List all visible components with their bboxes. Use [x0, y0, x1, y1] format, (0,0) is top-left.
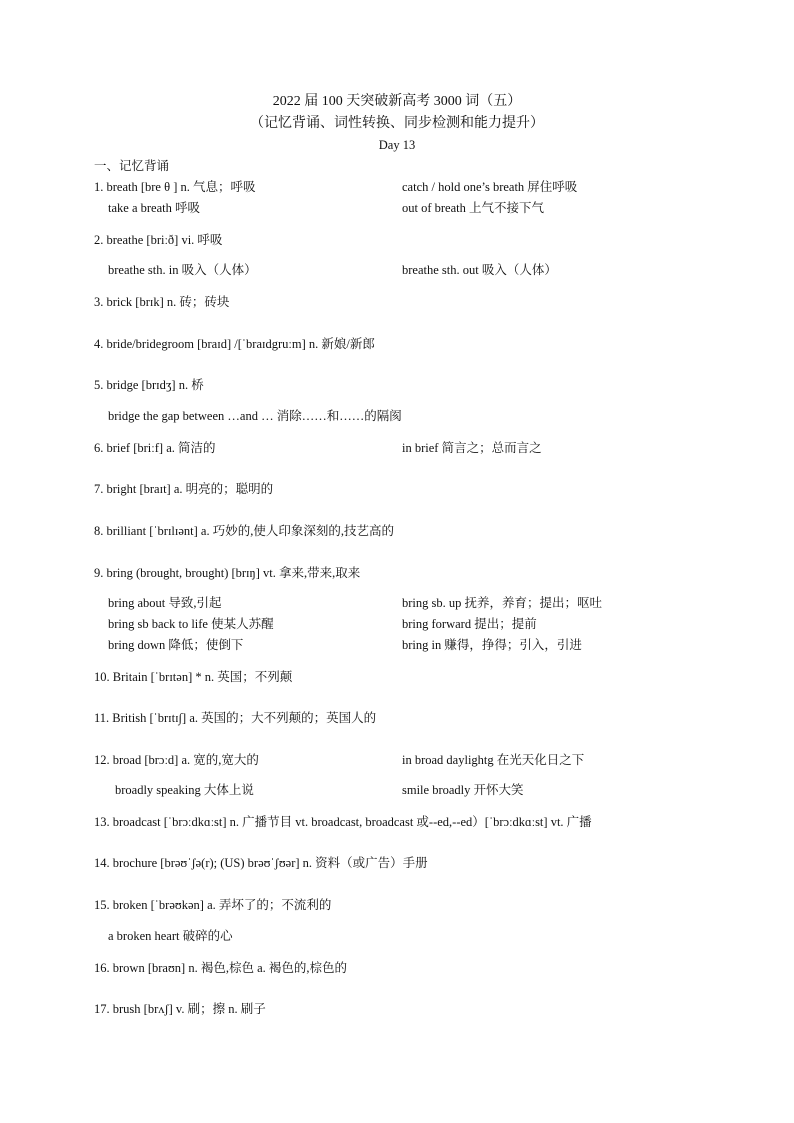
entry-head: 4. bride/bridegroom [braɪd] /[ˈbraɪdgruːm] n. 新娘/新郎	[94, 337, 375, 351]
entry-head: 15. broken [ˈbrəʊkən] a. 弄坏了的；不流利的	[94, 898, 332, 912]
section-title: 一、记忆背诵	[94, 159, 170, 173]
entry-phrase: in brief 简言之；总而言之	[402, 441, 542, 455]
entry-head: 10. Britain [ˈbrɪtən] * n. 英国；不列颠	[94, 670, 293, 684]
entry-phrase: breathe sth. in 吸入（人体）	[108, 263, 257, 277]
entry-head: 14. brochure [brəʊˈʃə(r); (US) brəʊˈʃʊər] n. 资料（或广告）手册	[94, 856, 428, 870]
entry-phrase: bring down 降低；使倒下	[108, 638, 244, 652]
entry-head: 12. broad [brɔːd] a. 宽的,宽大的	[94, 753, 259, 767]
entry-head: 16. brown [braʊn] n. 褐色,棕色 a. 褐色的,棕色的	[94, 961, 348, 975]
entry-phrase: out of breath 上气不接下气	[402, 201, 544, 215]
entry-head: 13. broadcast [ˈbrɔːdkɑːst] n. 广播节目 vt. broadcast, broadcast 或--ed,--ed）[ˈbrɔːdkɑːst] vt. 广播	[94, 815, 592, 829]
entry-phrase: broadly speaking 大体上说	[115, 783, 254, 797]
day-label: Day 13	[378, 138, 416, 152]
entry-head: 7. bright [braɪt] a. 明亮的；聪明的	[94, 482, 274, 496]
entry-phrase: take a breath 呼吸	[108, 201, 200, 215]
entry-phrase: catch / hold one’s breath 屏住呼吸	[402, 180, 578, 194]
entry-phrase: smile broadly 开怀大笑	[402, 783, 524, 797]
entry-head: 3. brick [brɪk] n. 砖；砖块	[94, 295, 230, 309]
entry-phrase: a broken heart 破碎的心	[108, 929, 233, 943]
entry-head: 11. British [ˈbrɪtɪ∫] a. 英国的；大不列颠的；英国人的	[94, 711, 377, 725]
entry-phrase: breathe sth. out 吸入（人体）	[402, 263, 557, 277]
document-subtitle: （记忆背诵、词性转换、同步检测和能力提升）	[250, 116, 544, 131]
entry-head: 1. breath [bre θ ] n. 气息；呼吸	[94, 180, 256, 194]
entry-phrase: bring about 导致,引起	[108, 596, 222, 610]
entry-phrase: bring sb back to life 使某人苏醒	[108, 617, 274, 631]
entry-head: 5. bridge [brɪdʒ] n. 桥	[94, 378, 204, 392]
entry-head: 9. bring (brought, brought) [brɪŋ] vt. 拿来,带来,取来	[94, 566, 361, 580]
entry-phrase: bring in 赚得，挣得；引入，引进	[402, 638, 582, 652]
entry-head: 17. brush [brʌʃ] v. 刷；擦 n. 刷子	[94, 1002, 266, 1016]
entry-head: 6. brief [briːf] a. 简洁的	[94, 441, 216, 455]
document-title: 2022 届 100 天突破新高考 3000 词（五）	[272, 94, 522, 109]
entry-phrase: bridge the gap between …and … 消除……和……的隔阂	[108, 409, 402, 423]
entry-phrase: bring forward 提出；提前	[402, 617, 537, 631]
entry-head: 8. brilliant [ˈbrɪlɪənt] a. 巧妙的,使人印象深刻的,技艺高的	[94, 524, 394, 538]
entry-phrase: in broad daylightg 在光天化日之下	[402, 753, 585, 767]
entry-head: 2. breathe [briːð] vi. 呼吸	[94, 233, 223, 247]
entry-phrase: bring sb. up 抚养，养育；提出；呕吐	[402, 596, 603, 610]
